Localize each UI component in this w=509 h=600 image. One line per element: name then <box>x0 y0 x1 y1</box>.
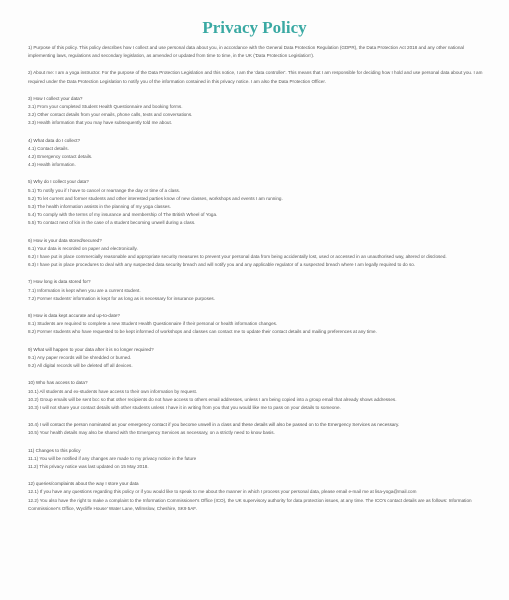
policy-paragraph: 1) Purpose of this policy. This policy describes how I collect and use personal data about you, in accordance with the General Data Protection Regulation (GDPR), the Data Protection Act 2018 and any other national implementing laws, regulations and secondary legislation, as amended or updated from time to time, in the UK ('Data Protection Legislation'). <box>28 45 464 59</box>
policy-paragraph: 4.1) Contact details. <box>28 145 69 151</box>
section-heading: 4) What data do I collect? <box>28 137 81 143</box>
section-heading: 12) queries/complaints about the way I store your data <box>28 481 139 487</box>
page-title: Privacy Policy <box>202 18 307 37</box>
policy-content <box>28 44 491 522</box>
policy-paragraph: 6.2) I have put in place commercially reasonable and appropriate security measures to prevent your personal data from being accidentally lost, used or accessed in an unauthorised way, altered or disclosed. <box>28 254 447 260</box>
policy-paragraph: 5.4) To comply with the terms of my insurance and membership of The British Wheel of Yoga. <box>28 212 218 218</box>
policy-paragraph: 3.1) From your completed Student Health Questionnaire and booking forms. <box>28 104 183 110</box>
policy-paragraph: 10.3) I will not share your contact details with other students unless I have it in writing from you that you would like me to pass on your details to someone. <box>28 404 341 410</box>
section-heading: 7) How long is data stored for? <box>28 279 91 285</box>
section-heading: 6) How is your data stored/secured? <box>28 237 102 243</box>
policy-paragraph: 11.2) This privacy notice was last updated on 15 May 2018. <box>28 463 149 469</box>
policy-paragraph: 6.3) I have put in place procedures to deal with any suspected data security breach and will notify you and any applicable regulator of a suspected breach where I am legally required to do so. <box>28 262 416 268</box>
policy-section <box>28 480 491 513</box>
policy-paragraph: 3.3) Health information that you may have subsequently told me about. <box>28 120 173 126</box>
section-heading: 9) What will happen to your data after it is no longer required? <box>28 346 154 352</box>
policy-paragraph: 10.2) Group emails will be sent bcc so that other recipients do not have access to others email addresses, unless I am being copied into a group email that already shows addresses. <box>28 396 397 402</box>
policy-section <box>28 312 491 337</box>
policy-section <box>28 178 491 227</box>
policy-section <box>28 137 491 170</box>
policy-paragraph: 9.1) Any paper records will be shredded or burned. <box>28 354 132 360</box>
policy-paragraph: 3.2) Other contact details from your emails, phone calls, texts and conversations. <box>28 112 193 118</box>
policy-section <box>28 346 491 371</box>
policy-section <box>28 237 491 270</box>
section-heading: 11) Changes to this policy <box>28 447 81 453</box>
policy-section <box>28 379 491 412</box>
policy-section <box>28 278 491 303</box>
policy-paragraph: 5.3) The health information assists in the planning of my yoga classes. <box>28 204 171 210</box>
section-heading: 5) Why do I collect your data? <box>28 179 89 185</box>
policy-section <box>28 69 491 85</box>
policy-paragraph: 5.1) To notify you if I have to cancel or rearrange the day or time of a class. <box>28 187 181 193</box>
policy-paragraph: 10.1) All students and ex-students have access to their own information by request. <box>28 388 198 394</box>
policy-section <box>28 421 491 437</box>
policy-paragraph: 4.2) Emergency contact details. <box>28 154 93 160</box>
policy-paragraph: 9.2) All digital records will be deleted off all devices. <box>28 363 133 369</box>
policy-paragraph: 5.5) To contact next of kin in the case of a student becoming unwell during a class. <box>28 220 196 226</box>
policy-section <box>28 447 491 472</box>
policy-paragraph: 8.2) Former students who have requested to be kept informed of workshops and classes can contact me to update their contact details and mailing preferences at any time. <box>28 329 377 335</box>
policy-paragraph: 8.1) Students are required to complete a new Student Health Questionnaire if their personal or health information changes. <box>28 321 278 327</box>
policy-paragraph: 7.1) Information is kept when you are a current student. <box>28 287 141 293</box>
policy-section <box>28 44 491 60</box>
section-heading: 8) How is data kept accurate and up-to-date? <box>28 313 120 319</box>
policy-paragraph: 12.2) You also have the right to make a complaint to the Information Commissioner's Office (ICO), the UK supervisory authority for data protection issues, at any time. The ICO's contact details are as follows: Information Commissioner's Office, Wycliffe House' Water Lane, Wilmslow, Cheshire, SK9 5AF. <box>28 497 472 511</box>
policy-paragraph: 6.1) Your data is recorded on paper and electronically. <box>28 245 138 251</box>
section-heading: 10) Who has access to data? <box>28 380 88 386</box>
policy-paragraph: 7.2) Former students' information is kept for as long as is necessary for insurance purposes. <box>28 295 216 301</box>
section-heading: 10.4) I will contact the person nominated as your emergency contact if you become unwell in a class and these details will also be passed on to the Emergency Services as necessary. <box>28 422 400 428</box>
policy-paragraph: 2) About me: I am a yoga instructor. For the purpose of the Data Protection Legislation and this notice, I am the 'data controller'. This means that I am responsible for deciding how I hold and use personal data about you. I am required under the Data Protection Legislation to notify you of the information contained in this privacy notice. I am also the Data Protection Officer. <box>28 70 483 84</box>
policy-paragraph: 5.2) To let current and former students and other interested parties know of new classes, workshops and events I am running. <box>28 195 283 201</box>
policy-paragraph: 4.3) Health information. <box>28 162 76 168</box>
policy-paragraph: 12.1) If you have any questions regarding this policy or if you would like to speak to me about the manner in which I process your personal data, please email e-mail me at lisa-yoga@mail.com <box>28 489 417 495</box>
policy-section <box>28 95 491 128</box>
section-heading: 3) How I collect your data? <box>28 95 83 101</box>
policy-paragraph: 11.1) You will be notified if any changes are made to my privacy notice in the future <box>28 455 197 461</box>
policy-paragraph: 10.5) Your health details may also be shared with the Emergency Services as necessary, on a strictly need to know basis. <box>28 430 275 436</box>
